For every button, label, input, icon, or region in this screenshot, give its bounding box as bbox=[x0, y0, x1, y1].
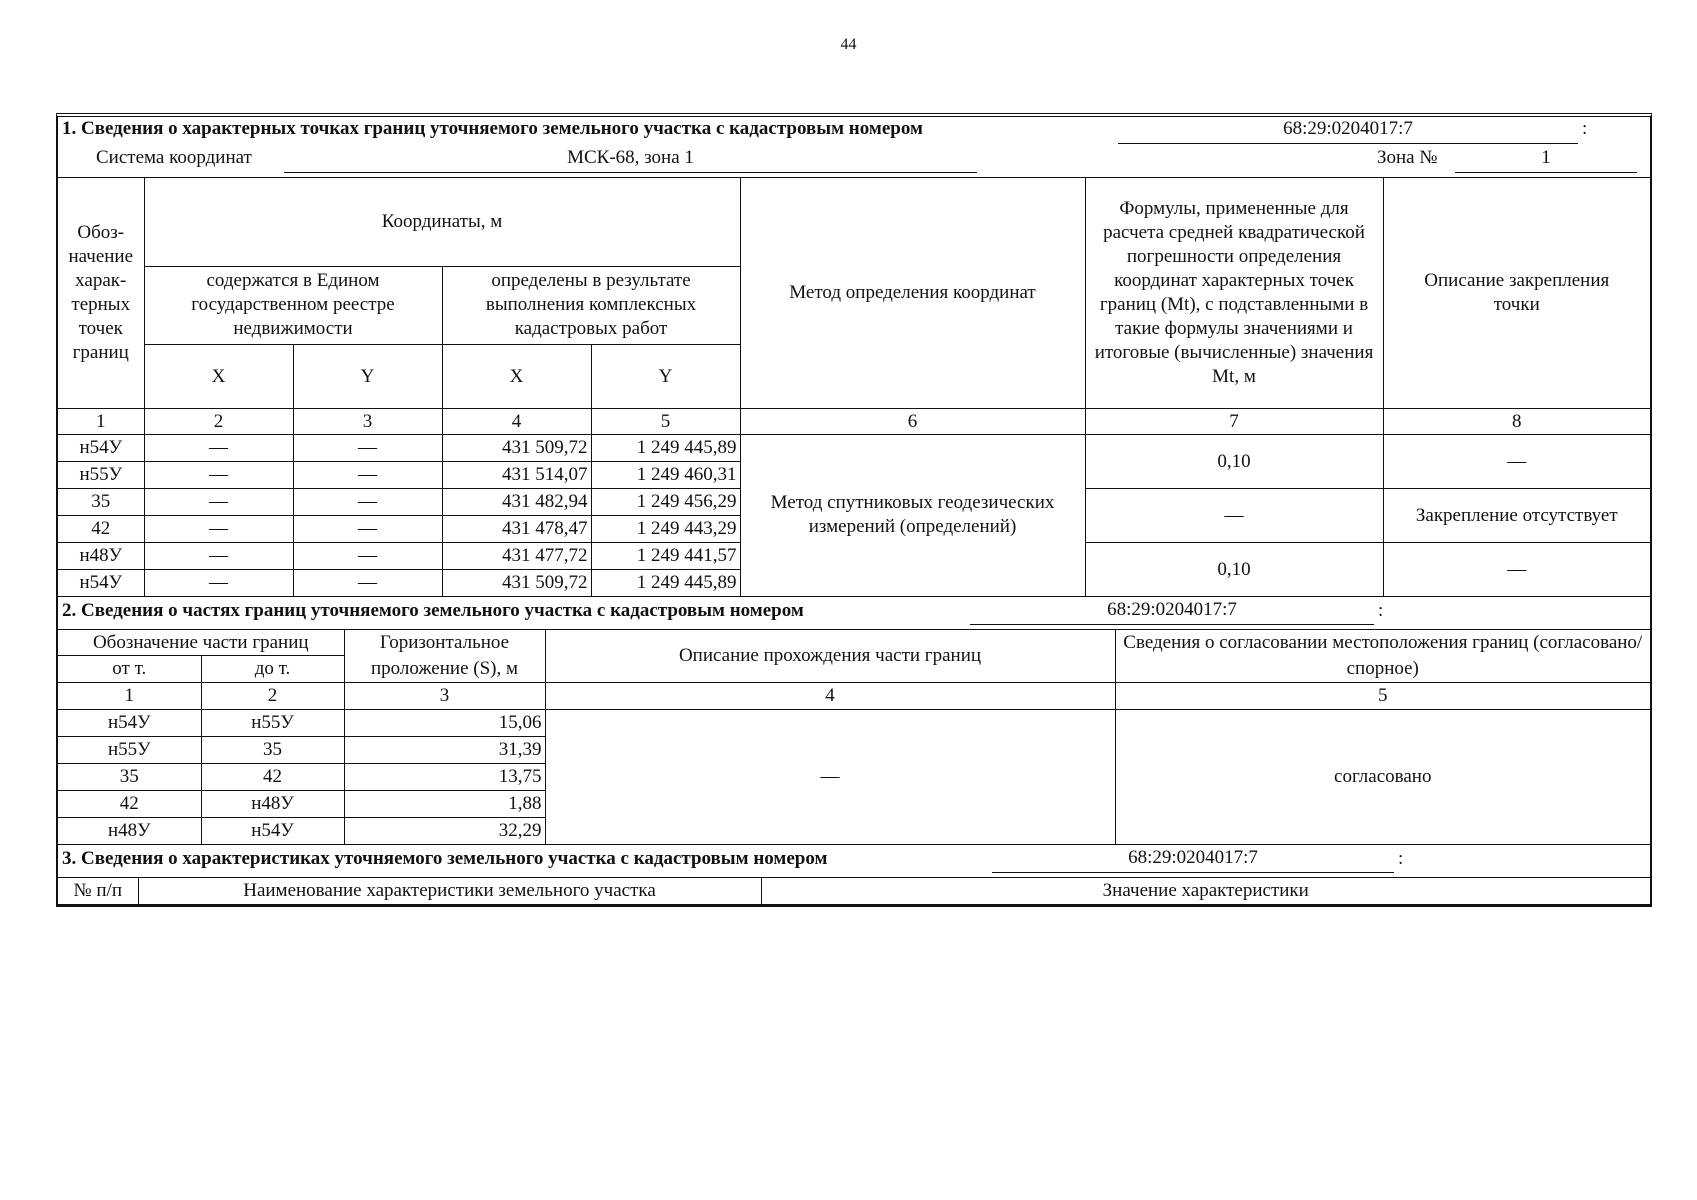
header-determined: определены в результате выполнения комплексных кадастровых работ bbox=[442, 266, 740, 344]
x-egrn: — bbox=[144, 569, 293, 596]
header-agreement: Сведения о согласовании местоположения границ (согласовано/спорное) bbox=[1115, 630, 1650, 683]
y-coordinate: 1 249 445,89 bbox=[591, 569, 740, 596]
header-part-designation: Обозначение части границ bbox=[58, 630, 344, 656]
agreement-value: согласовано bbox=[1115, 709, 1650, 844]
from-point: н55У bbox=[58, 736, 201, 763]
method-value: Метод спутниковых геодезических измерений (определений) bbox=[740, 434, 1085, 596]
from-point: 35 bbox=[58, 763, 201, 790]
to-point: н54У bbox=[201, 817, 344, 844]
y-egrn: — bbox=[293, 515, 442, 542]
to-point: н55У bbox=[201, 709, 344, 736]
header-x-determined: X bbox=[442, 344, 591, 408]
col-number: 3 bbox=[344, 682, 545, 709]
y-egrn: — bbox=[293, 542, 442, 569]
header-horizontal: Горизонтальное проложение (S), м bbox=[344, 630, 545, 683]
col-number: 5 bbox=[1115, 682, 1650, 709]
from-point: н48У bbox=[58, 817, 201, 844]
to-point: 35 bbox=[201, 736, 344, 763]
section3-colon: : bbox=[1398, 847, 1404, 869]
x-coordinate: 431 478,47 bbox=[442, 515, 591, 542]
y-coordinate: 1 249 443,29 bbox=[591, 515, 740, 542]
col-number: 2 bbox=[144, 408, 293, 434]
x-coordinate: 431 509,72 bbox=[442, 569, 591, 596]
header-coordinates: Координаты, м bbox=[144, 178, 740, 266]
header-from: от т. bbox=[58, 656, 201, 682]
cadastral-document bbox=[56, 113, 1652, 907]
to-point: н48У bbox=[201, 790, 344, 817]
section1-header bbox=[58, 117, 1650, 178]
section2-header bbox=[58, 597, 1650, 630]
fixing-value: Закрепление отсутствует bbox=[1383, 488, 1650, 542]
x-coordinate: 431 514,07 bbox=[442, 461, 591, 488]
point-designation: 42 bbox=[58, 515, 144, 542]
header-num: № п/п bbox=[58, 878, 138, 905]
point-designation: н54У bbox=[58, 569, 144, 596]
col-number: 5 bbox=[591, 408, 740, 434]
mt-value: 0,10 bbox=[1085, 542, 1383, 596]
description-value: — bbox=[545, 709, 1115, 844]
section1-cadastral-number: 68:29:0204017:7 bbox=[1118, 118, 1578, 144]
section2-colon: : bbox=[1378, 599, 1384, 621]
point-designation: н54У bbox=[58, 434, 144, 461]
y-coordinate: 1 249 441,57 bbox=[591, 542, 740, 569]
section2-cadastral-number: 68:29:0204017:7 bbox=[970, 599, 1374, 625]
from-point: н54У bbox=[58, 709, 201, 736]
header-to: до т. bbox=[201, 656, 344, 682]
col-number: 1 bbox=[58, 682, 201, 709]
section3-cadastral-number: 68:29:0204017:7 bbox=[992, 847, 1394, 873]
x-egrn: — bbox=[144, 488, 293, 515]
y-egrn: — bbox=[293, 461, 442, 488]
table-row bbox=[58, 434, 1650, 461]
point-designation: 35 bbox=[58, 488, 144, 515]
x-coordinate: 431 482,94 bbox=[442, 488, 591, 515]
col-number: 2 bbox=[201, 682, 344, 709]
header-method: Метод определения координат bbox=[740, 178, 1085, 408]
section1-title: 1. Сведения о характерных точках границ уточняемого земельного участка с кадастровым номером bbox=[62, 118, 923, 139]
header-fixing: Описание закрепления точки bbox=[1383, 178, 1650, 408]
header-formulas: Формулы, примененные для расчета средней квадратической погрешности определения координат характерных точек границ (Mt), с подставленными в такие формулы значениями и итоговые (вычисленные) значения Mt, м bbox=[1085, 178, 1383, 408]
y-egrn: — bbox=[293, 434, 442, 461]
zone-value: 1 bbox=[1455, 147, 1637, 173]
y-egrn: — bbox=[293, 569, 442, 596]
coord-system-value: МСК-68, зона 1 bbox=[284, 147, 977, 173]
section1-table bbox=[58, 178, 1650, 597]
col-number: 4 bbox=[545, 682, 1115, 709]
horizontal-distance: 1,88 bbox=[344, 790, 545, 817]
y-egrn: — bbox=[293, 488, 442, 515]
col-number: 1 bbox=[58, 408, 144, 434]
header-y-egrn: Y bbox=[293, 344, 442, 408]
x-egrn: — bbox=[144, 461, 293, 488]
col-number: 8 bbox=[1383, 408, 1650, 434]
from-point: 42 bbox=[58, 790, 201, 817]
section3-title: 3. Сведения о характеристиках уточняемого земельного участка с кадастровым номером bbox=[62, 847, 828, 869]
header-characteristic-value: Значение характеристики bbox=[761, 878, 1650, 905]
horizontal-distance: 13,75 bbox=[344, 763, 545, 790]
zone-label: Зона № bbox=[1377, 147, 1438, 168]
fixing-value: — bbox=[1383, 542, 1650, 596]
x-egrn: — bbox=[144, 515, 293, 542]
header-egrn: содержатся в Едином государственном реестре недвижимости bbox=[144, 266, 442, 344]
header-characteristic-name: Наименование характеристики земельного участка bbox=[138, 878, 761, 905]
section2-title: 2. Сведения о частях границ уточняемого земельного участка с кадастровым номером bbox=[62, 599, 804, 621]
col-number: 6 bbox=[740, 408, 1085, 434]
mt-value: — bbox=[1085, 488, 1383, 542]
y-coordinate: 1 249 445,89 bbox=[591, 434, 740, 461]
to-point: 42 bbox=[201, 763, 344, 790]
point-designation: н48У bbox=[58, 542, 144, 569]
x-coordinate: 431 477,72 bbox=[442, 542, 591, 569]
horizontal-distance: 32,29 bbox=[344, 817, 545, 844]
point-designation: н55У bbox=[58, 461, 144, 488]
section3-table bbox=[58, 878, 1650, 906]
y-coordinate: 1 249 460,31 bbox=[591, 461, 740, 488]
col-number: 4 bbox=[442, 408, 591, 434]
col-number: 7 bbox=[1085, 408, 1383, 434]
header-y-determined: Y bbox=[591, 344, 740, 408]
x-coordinate: 431 509,72 bbox=[442, 434, 591, 461]
mt-value: 0,10 bbox=[1085, 434, 1383, 488]
header-description: Описание прохождения части границ bbox=[545, 630, 1115, 683]
page-number: 44 bbox=[840, 36, 857, 53]
coord-system-label: Система координат bbox=[96, 147, 252, 168]
horizontal-distance: 15,06 bbox=[344, 709, 545, 736]
fixing-value: — bbox=[1383, 434, 1650, 488]
section3-header bbox=[58, 845, 1650, 878]
horizontal-distance: 31,39 bbox=[344, 736, 545, 763]
section1-colon: : bbox=[1582, 118, 1588, 139]
col-number: 3 bbox=[293, 408, 442, 434]
y-coordinate: 1 249 456,29 bbox=[591, 488, 740, 515]
table-row bbox=[58, 709, 1650, 736]
section2-table bbox=[58, 630, 1650, 845]
x-egrn: — bbox=[144, 434, 293, 461]
header-x-egrn: X bbox=[144, 344, 293, 408]
x-egrn: — bbox=[144, 542, 293, 569]
header-designation: Обоз-начение харак-терных точек границ bbox=[58, 178, 144, 408]
